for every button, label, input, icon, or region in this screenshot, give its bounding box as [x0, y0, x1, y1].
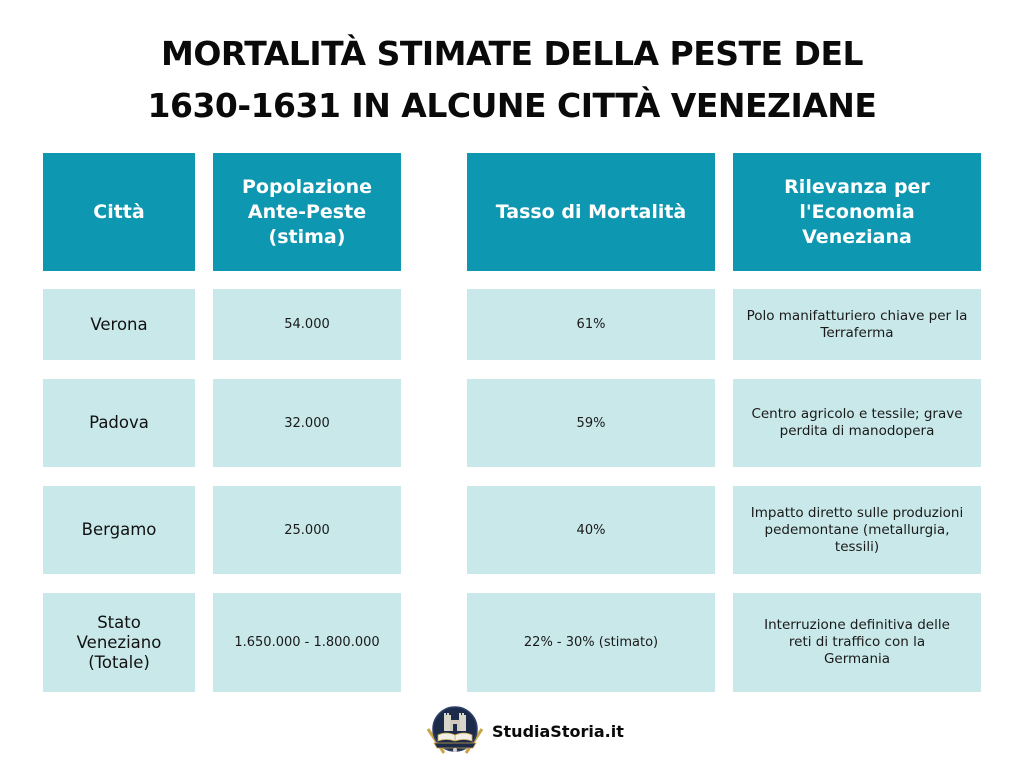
- header-relevance: [733, 153, 981, 271]
- table-row-4-relevance: [733, 593, 981, 692]
- population-value: 25.000: [284, 522, 330, 538]
- castle-book-emblem-icon: [424, 703, 486, 759]
- table-row-1-city: [43, 289, 195, 360]
- table-row-2-relevance: [733, 379, 981, 467]
- mortality-value: 22% - 30% (stimato): [523, 635, 659, 650]
- page-title: [0, 28, 1024, 132]
- mortality-value: 59%: [576, 415, 606, 431]
- title-line-2: 1630-1631 IN ALCUNE CITTÀ VENEZIANE: [147, 86, 877, 125]
- title-line-1: MORTALITÀ STIMATE DELLA PESTE DEL: [160, 34, 864, 73]
- table-row-4-population: [213, 593, 401, 692]
- table-row-1-mortality: [467, 289, 715, 360]
- header-city: [43, 153, 195, 271]
- relevance-text: Interruzione definitiva delle reti di traffico con la Germania: [764, 617, 950, 667]
- footer-brand: [424, 703, 624, 759]
- table-row-3-relevance: [733, 486, 981, 574]
- table-row-2-city: [43, 379, 195, 467]
- brand-name: StudiaStoria.it: [492, 721, 624, 741]
- population-value: 32.000: [284, 415, 330, 431]
- header-mortality: [467, 153, 715, 271]
- mortality-value: 61%: [576, 317, 606, 332]
- city-name: Verona: [90, 314, 148, 334]
- city-name: Bergamo: [81, 520, 157, 539]
- table-row-2-mortality: [467, 379, 715, 467]
- header-population-label: Popolazione Ante-Peste (stima): [241, 175, 372, 248]
- relevance-text: Polo manifatturiero chiave per la Terraferma: [746, 307, 968, 341]
- header-city-label: Città: [93, 200, 145, 223]
- header-mortality-label: Tasso di Mortalità: [495, 200, 687, 223]
- table-row-1-population: [213, 289, 401, 360]
- table-row-3-population: [213, 486, 401, 574]
- table-row-3-city: [43, 486, 195, 574]
- table-row-4-city: [43, 593, 195, 692]
- city-name: Stato Veneziano (Totale): [76, 612, 162, 672]
- table-row-3-mortality: [467, 486, 715, 574]
- relevance-text: Centro agricolo e tessile; grave perdita di manodopera: [751, 406, 963, 439]
- table-row-2-population: [213, 379, 401, 467]
- population-value: 1.650.000 - 1.800.000: [234, 635, 380, 650]
- relevance-text: Impatto diretto sulle produzioni pedemontane (metallurgia, tessili): [750, 504, 964, 555]
- population-value: 54.000: [284, 317, 330, 332]
- table-row-1-relevance: [733, 289, 981, 360]
- mortality-value: 40%: [576, 522, 606, 538]
- table-row-4-mortality: [467, 593, 715, 692]
- header-population: [213, 153, 401, 271]
- city-name: Padova: [89, 413, 149, 432]
- header-relevance-label: Rilevanza per l'Economia Veneziana: [784, 175, 930, 248]
